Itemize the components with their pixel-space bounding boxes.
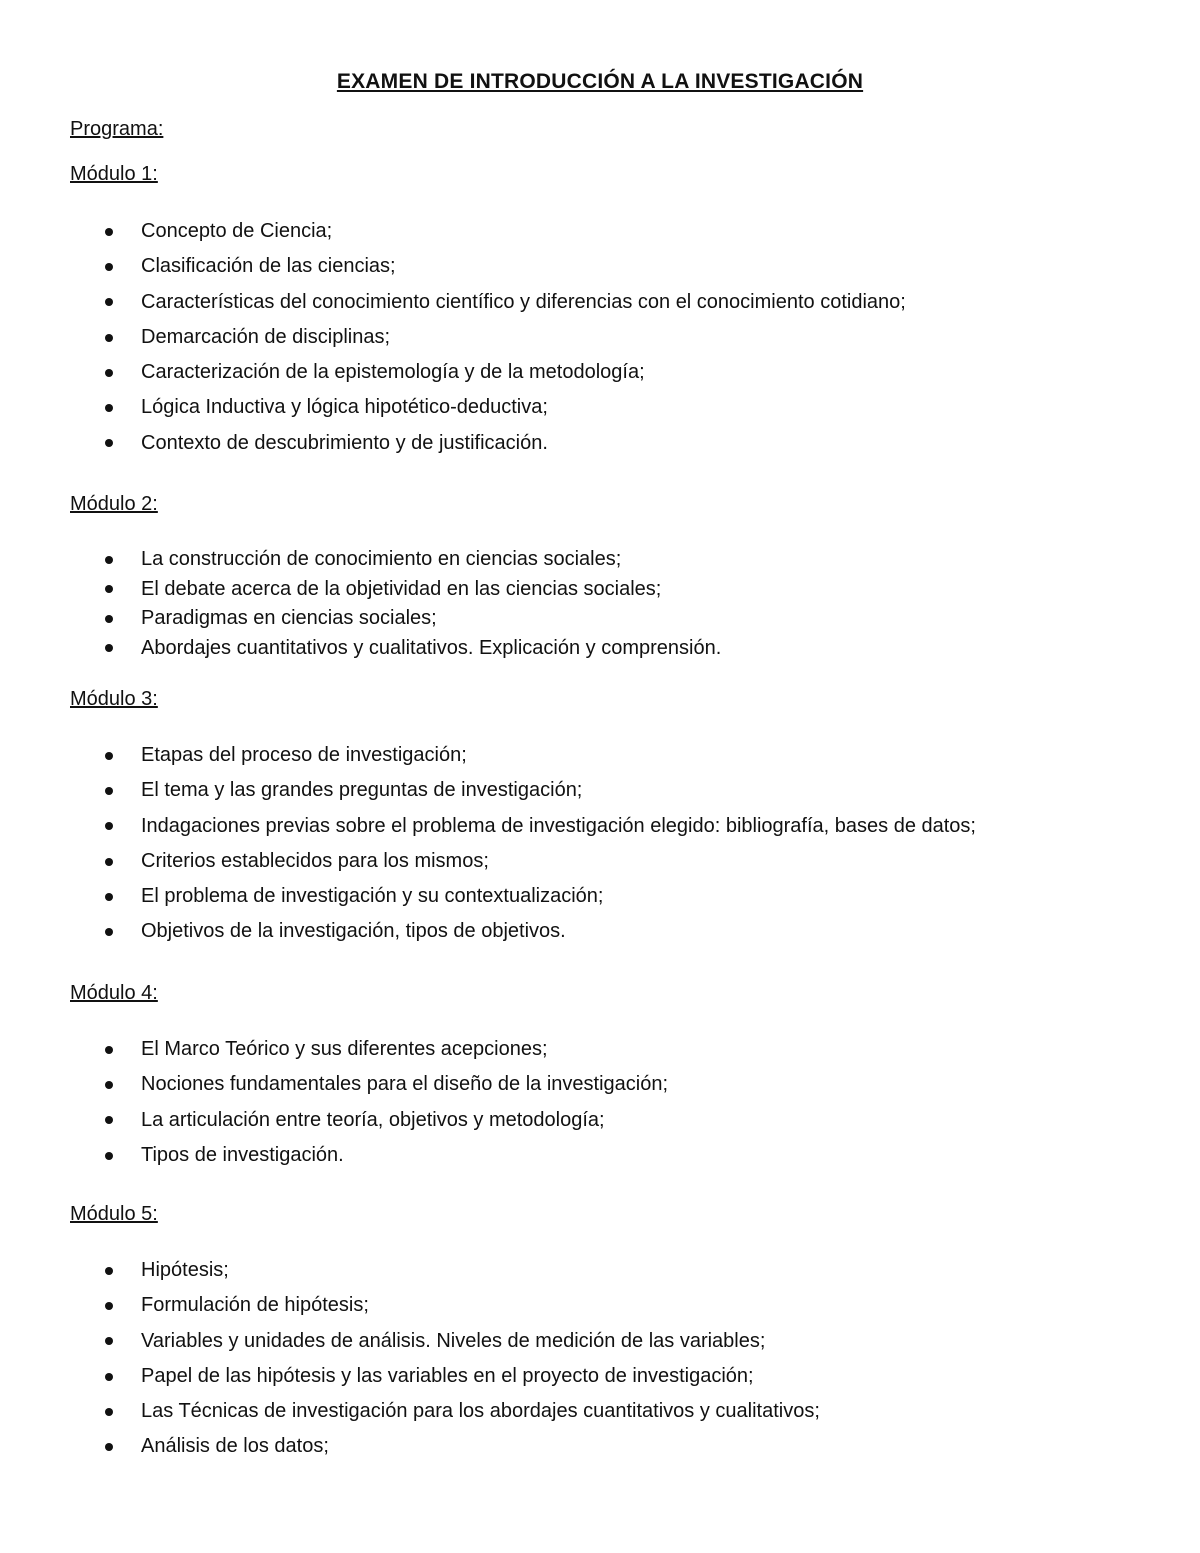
list-item: Variables y unidades de análisis. Niveles de medición de las variables; [0,1324,820,1359]
module-4-heading: Módulo 4: [70,982,158,1004]
module-1-heading: Módulo 1: [70,163,158,185]
list-item: Contexto de descubrimiento y de justificación. [0,426,906,461]
list-item: Formulación de hipótesis; [0,1288,820,1323]
list-item: Nociones fundamentales para el diseño de la investigación; [0,1067,668,1102]
list-item: Lógica Inductiva y lógica hipotético-deductiva; [0,390,906,425]
list-item: Criterios establecidos para los mismos; [0,844,976,879]
list-item: El Marco Teórico y sus diferentes acepciones; [0,1032,668,1067]
list-item: Indagaciones previas sobre el problema de investigación elegido: bibliografía, bases de datos; [0,809,976,844]
module-2-list [0,545,721,663]
module-4-list [0,1032,668,1173]
list-item: Hipótesis; [0,1253,820,1288]
module-5-heading: Módulo 5: [70,1203,158,1225]
list-item: Objetivos de la investigación, tipos de objetivos. [0,914,976,949]
list-item: El tema y las grandes preguntas de investigación; [0,773,976,808]
list-item: Caracterización de la epistemología y de la metodología; [0,355,906,390]
list-item: Tipos de investigación. [0,1138,668,1173]
program-label: Programa: [70,118,164,140]
module-2-heading: Módulo 2: [70,493,158,515]
document-title: EXAMEN DE INTRODUCCIÓN A LA INVESTIGACIÓN [336,70,864,93]
module-5-list [0,1253,820,1465]
list-item: Análisis de los datos; [0,1429,820,1464]
module-1-list [0,214,906,461]
list-item: Concepto de Ciencia; [0,214,906,249]
list-item: La articulación entre teoría, objetivos y metodología; [0,1103,668,1138]
list-item: Paradigmas en ciencias sociales; [0,604,721,634]
list-item: El debate acerca de la objetividad en las ciencias sociales; [0,575,721,605]
list-item: Clasificación de las ciencias; [0,249,906,284]
module-3-list [0,738,976,950]
list-item: La construcción de conocimiento en ciencias sociales; [0,545,721,575]
list-item: Abordajes cuantitativos y cualitativos. Explicación y comprensión. [0,634,721,664]
list-item: Las Técnicas de investigación para los abordajes cuantitativos y cualitativos; [0,1394,820,1429]
list-item: Características del conocimiento científico y diferencias con el conocimiento cotidiano; [0,285,906,320]
module-3-heading: Módulo 3: [70,688,158,710]
list-item: El problema de investigación y su contextualización; [0,879,976,914]
list-item: Papel de las hipótesis y las variables en el proyecto de investigación; [0,1359,820,1394]
list-item: Demarcación de disciplinas; [0,320,906,355]
list-item: Etapas del proceso de investigación; [0,738,976,773]
